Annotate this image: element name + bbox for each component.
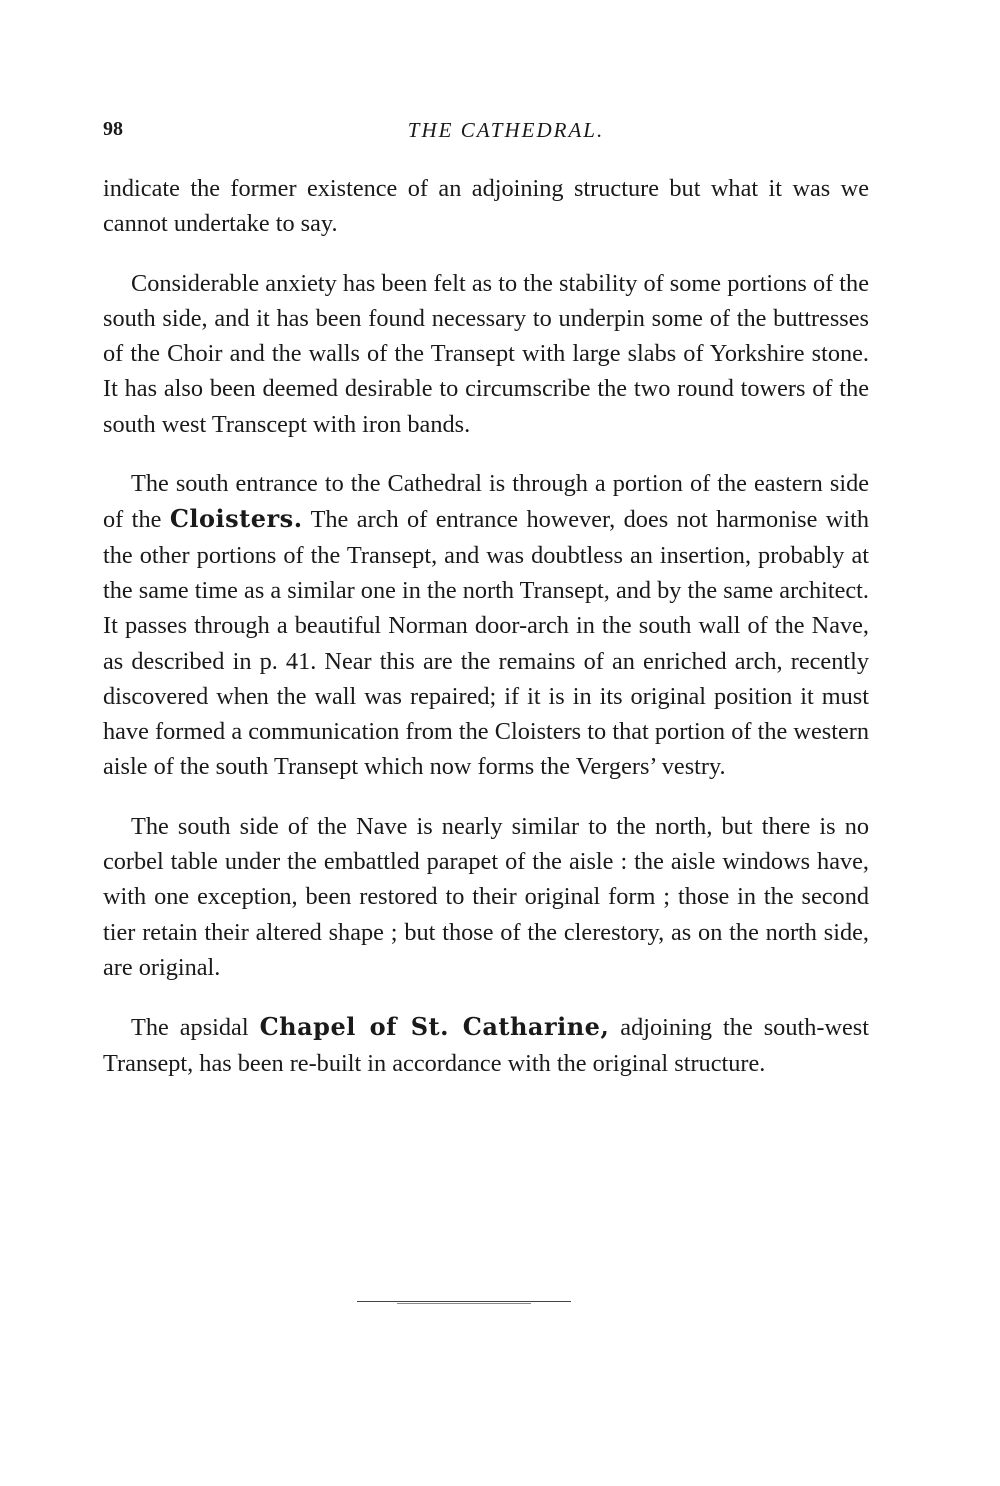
- paragraph-chapel: [103, 1009, 869, 1081]
- paragraph-text-before: The south entrance to the Cathedral is through a portion of the eastern side of the: [103, 470, 869, 534]
- body-text: [103, 171, 869, 1105]
- paragraph-south-nave: The south side of the Nave is nearly similar to the north, but there is no corbel table under the embattled parapet of the aisle : the aisle windows have, with one exception, been restored to their original form ; those in the second tier retain their altered shape ; but those of the clerestory, as on the north side, are original.: [103, 812, 869, 981]
- paragraph-text-before: The apsidal: [131, 1014, 260, 1042]
- section-end-rule: [357, 1301, 571, 1302]
- paragraph-continuation: indicate the former existence of an adjoining structure but what it was we cannot undertake to say.: [103, 175, 869, 238]
- paragraph-stability: Considerable anxiety has been felt as to the stability of some portions of the south side, and it has been found necessary to underpin some of the buttresses of the Choir and the walls of the Transept with large slabs of Yorkshire stone. It has also been deemed desirable to circumscribe the two round towers of the south west Transcept with iron bands.: [103, 269, 869, 438]
- blackletter-cloisters: Cloisters.: [169, 504, 303, 534]
- page-number: 98: [103, 118, 123, 140]
- paragraph-south-entrance: [103, 466, 869, 785]
- running-title: THE CATHEDRAL.: [407, 118, 605, 142]
- paragraph-text-after: adjoining the south-west Transept, has been re-built in accordance with the original structure.: [103, 1014, 869, 1077]
- paragraph-text-after: The arch of entrance however, does not harmonise with the other portions of the Transept, and was doubtless an insertion, probably at the same time as a similar one in the north Transept, and by the same architect. It passes through a beautiful Norman door-arch in the south wall of the Nave, as described in p. 41. Near this are the remains of an enriched arch, recently discovered when the wall was repaired; if it is in its original position it must have formed a communication from the Cloisters to that portion of the western aisle of the south Transept which now forms the Vergers’ vestry.: [103, 506, 869, 781]
- blackletter-chapel-st-catharine: Chapel of St. Catharine,: [259, 1012, 610, 1042]
- running-head: [103, 118, 869, 148]
